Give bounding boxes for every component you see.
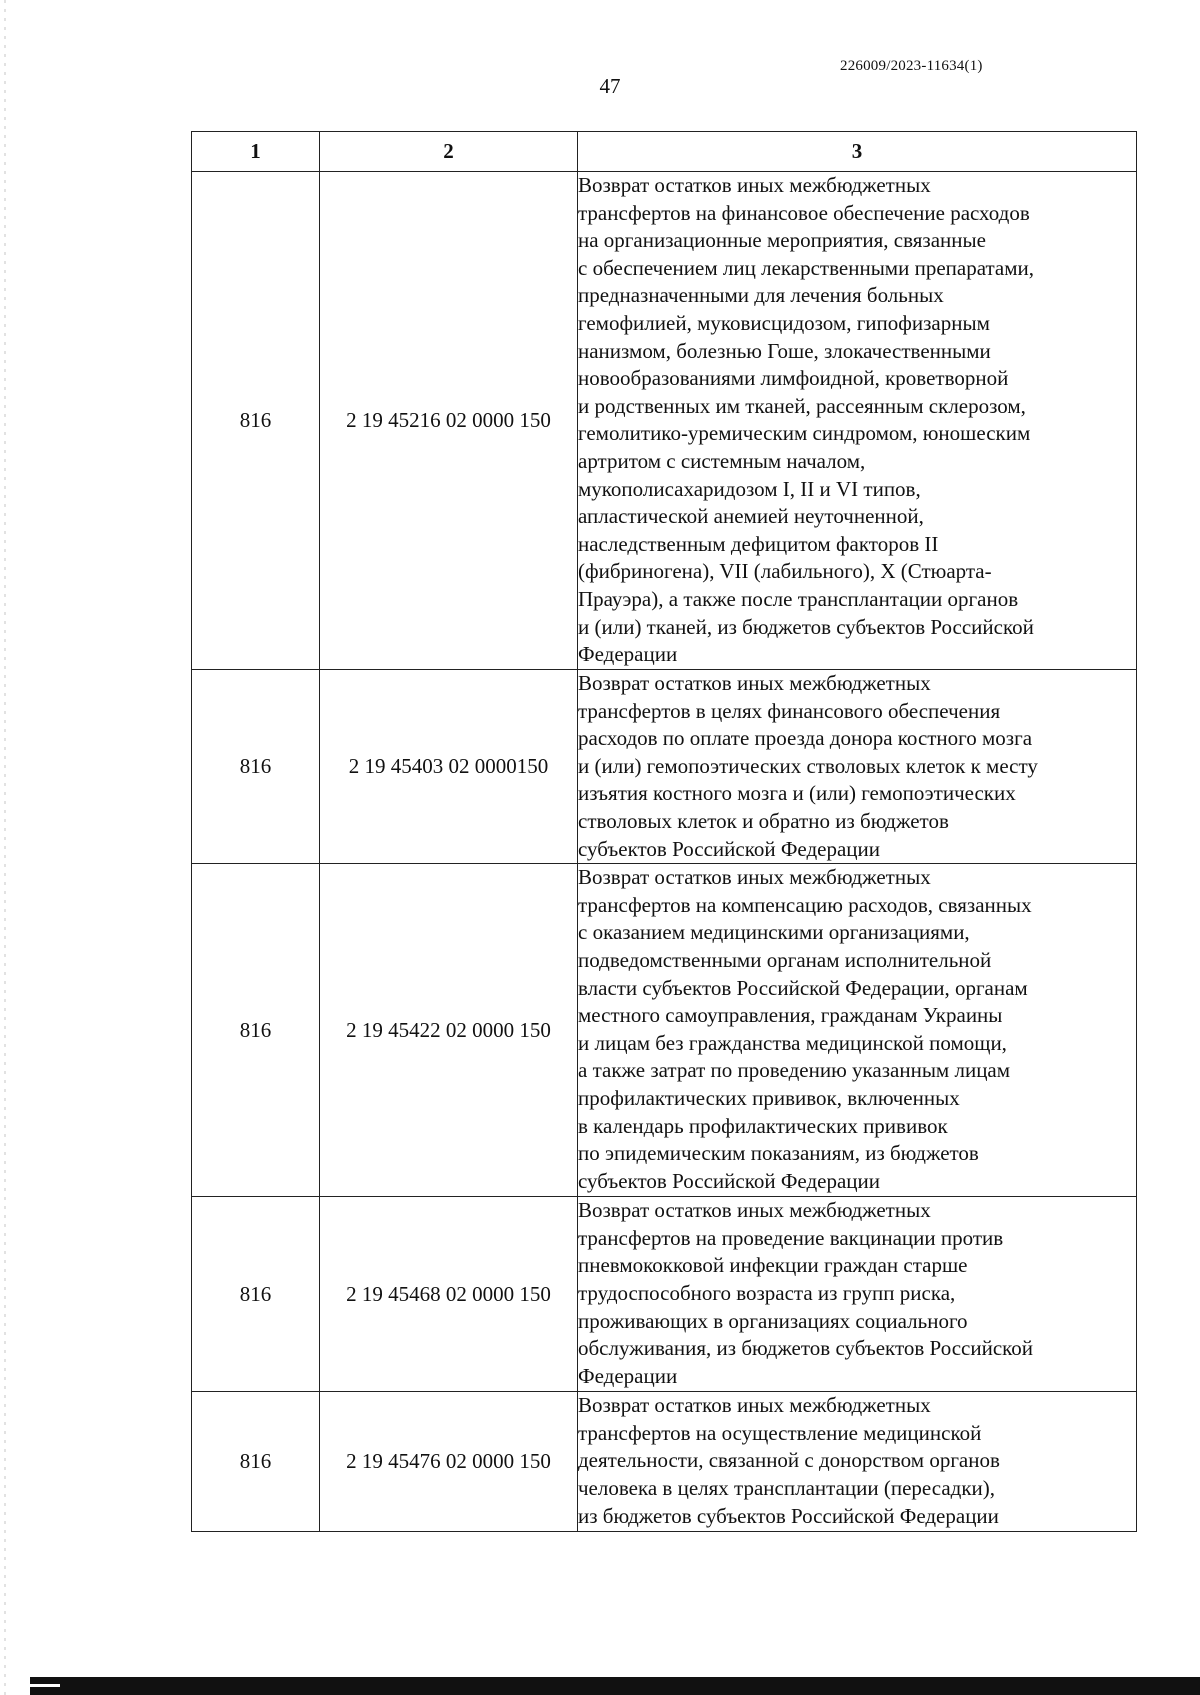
table-row: [192, 1197, 1137, 1392]
description-cell: Возврат остатков иных межбюджетных трансфертов на осуществление медицинской деятельности, связанной с донорством органов человека в целях трансплантации (пересадки), из бюджетов субъектов Российской Федерации: [578, 1392, 1137, 1532]
budget-codes-table: [191, 131, 1137, 1532]
kbk-code-cell: 2 19 45468 02 0000 150: [320, 1197, 578, 1392]
kbk-code-cell: 2 19 45403 02 0000150: [320, 670, 578, 864]
scan-bottom-edge: [30, 1677, 1200, 1695]
table-row: [192, 172, 1137, 670]
kbk-code-cell: 2 19 45216 02 0000 150: [320, 172, 578, 670]
kbk-code-cell: 2 19 45422 02 0000 150: [320, 864, 578, 1197]
admin-code-cell: 816: [192, 670, 320, 864]
description-cell: Возврат остатков иных межбюджетных трансфертов на компенсацию расходов, связанных с оказанием медицинскими организациями, подведомственными органам исполнительной власти субъектов Российской Федерации, органам местного самоуправления, гражданам Украины и лицам без гражданства медицинской помощи, а также затрат по проведению указанным лицам профилактических прививок, включенных в календарь профилактических прививок по эпидемическим показаниям, из бюджетов субъектов Российской Федерации: [578, 864, 1137, 1197]
document-id: 226009/2023-11634(1): [840, 58, 983, 74]
admin-code-cell: 816: [192, 864, 320, 1197]
description-cell: Возврат остатков иных межбюджетных трансфертов на финансовое обеспечение расходов на организационные мероприятия, связанные с обеспечением лиц лекарственными препаратами, предназначенными для лечения больных гемофилией, муковисцидозом, гипофизарным нанизмом, болезнью Гоше, злокачественными новообразованиями лимфоидной, кроветворной и родственных им тканей, рассеянным склерозом, гемолитико-уремическим синдромом, юношеским артритом с системным началом, мукополисахаридозом I, II и VI типов, апластической анемией неуточненной, наследственным дефицитом факторов II (фибриногена), VII (лабильного), X (Стюарта- Прауэра), а также после трансплантации органов и (или) тканей, из бюджетов субъектов Российской Федерации: [578, 172, 1137, 670]
admin-code-cell: 816: [192, 172, 320, 670]
column-header-1: 1: [192, 132, 320, 172]
table-header-row: [192, 132, 1137, 172]
description-cell: Возврат остатков иных межбюджетных трансфертов в целях финансового обеспечения расходов по оплате проезда донора костного мозга и (или) гемопоэтических стволовых клеток к месту изъятия костного мозга и (или) гемопоэтических стволовых клеток и обратно из бюджетов субъектов Российской Федерации: [578, 670, 1137, 864]
admin-code-cell: 816: [192, 1392, 320, 1532]
column-header-2: 2: [320, 132, 578, 172]
page-number: 47: [599, 74, 621, 98]
scan-edge-artifact: [4, 0, 6, 1695]
scan-bottom-edge-gap: [30, 1684, 60, 1687]
kbk-code-cell: 2 19 45476 02 0000 150: [320, 1392, 578, 1532]
column-header-3: 3: [578, 132, 1137, 172]
table-row: [192, 670, 1137, 864]
table-row: [192, 864, 1137, 1197]
description-cell: Возврат остатков иных межбюджетных трансфертов на проведение вакцинации против пневмококковой инфекции граждан старше трудоспособного возраста из групп риска, проживающих в организациях социального обслуживания, из бюджетов субъектов Российской Федерации: [578, 1197, 1137, 1392]
admin-code-cell: 816: [192, 1197, 320, 1392]
table-row: [192, 1392, 1137, 1532]
